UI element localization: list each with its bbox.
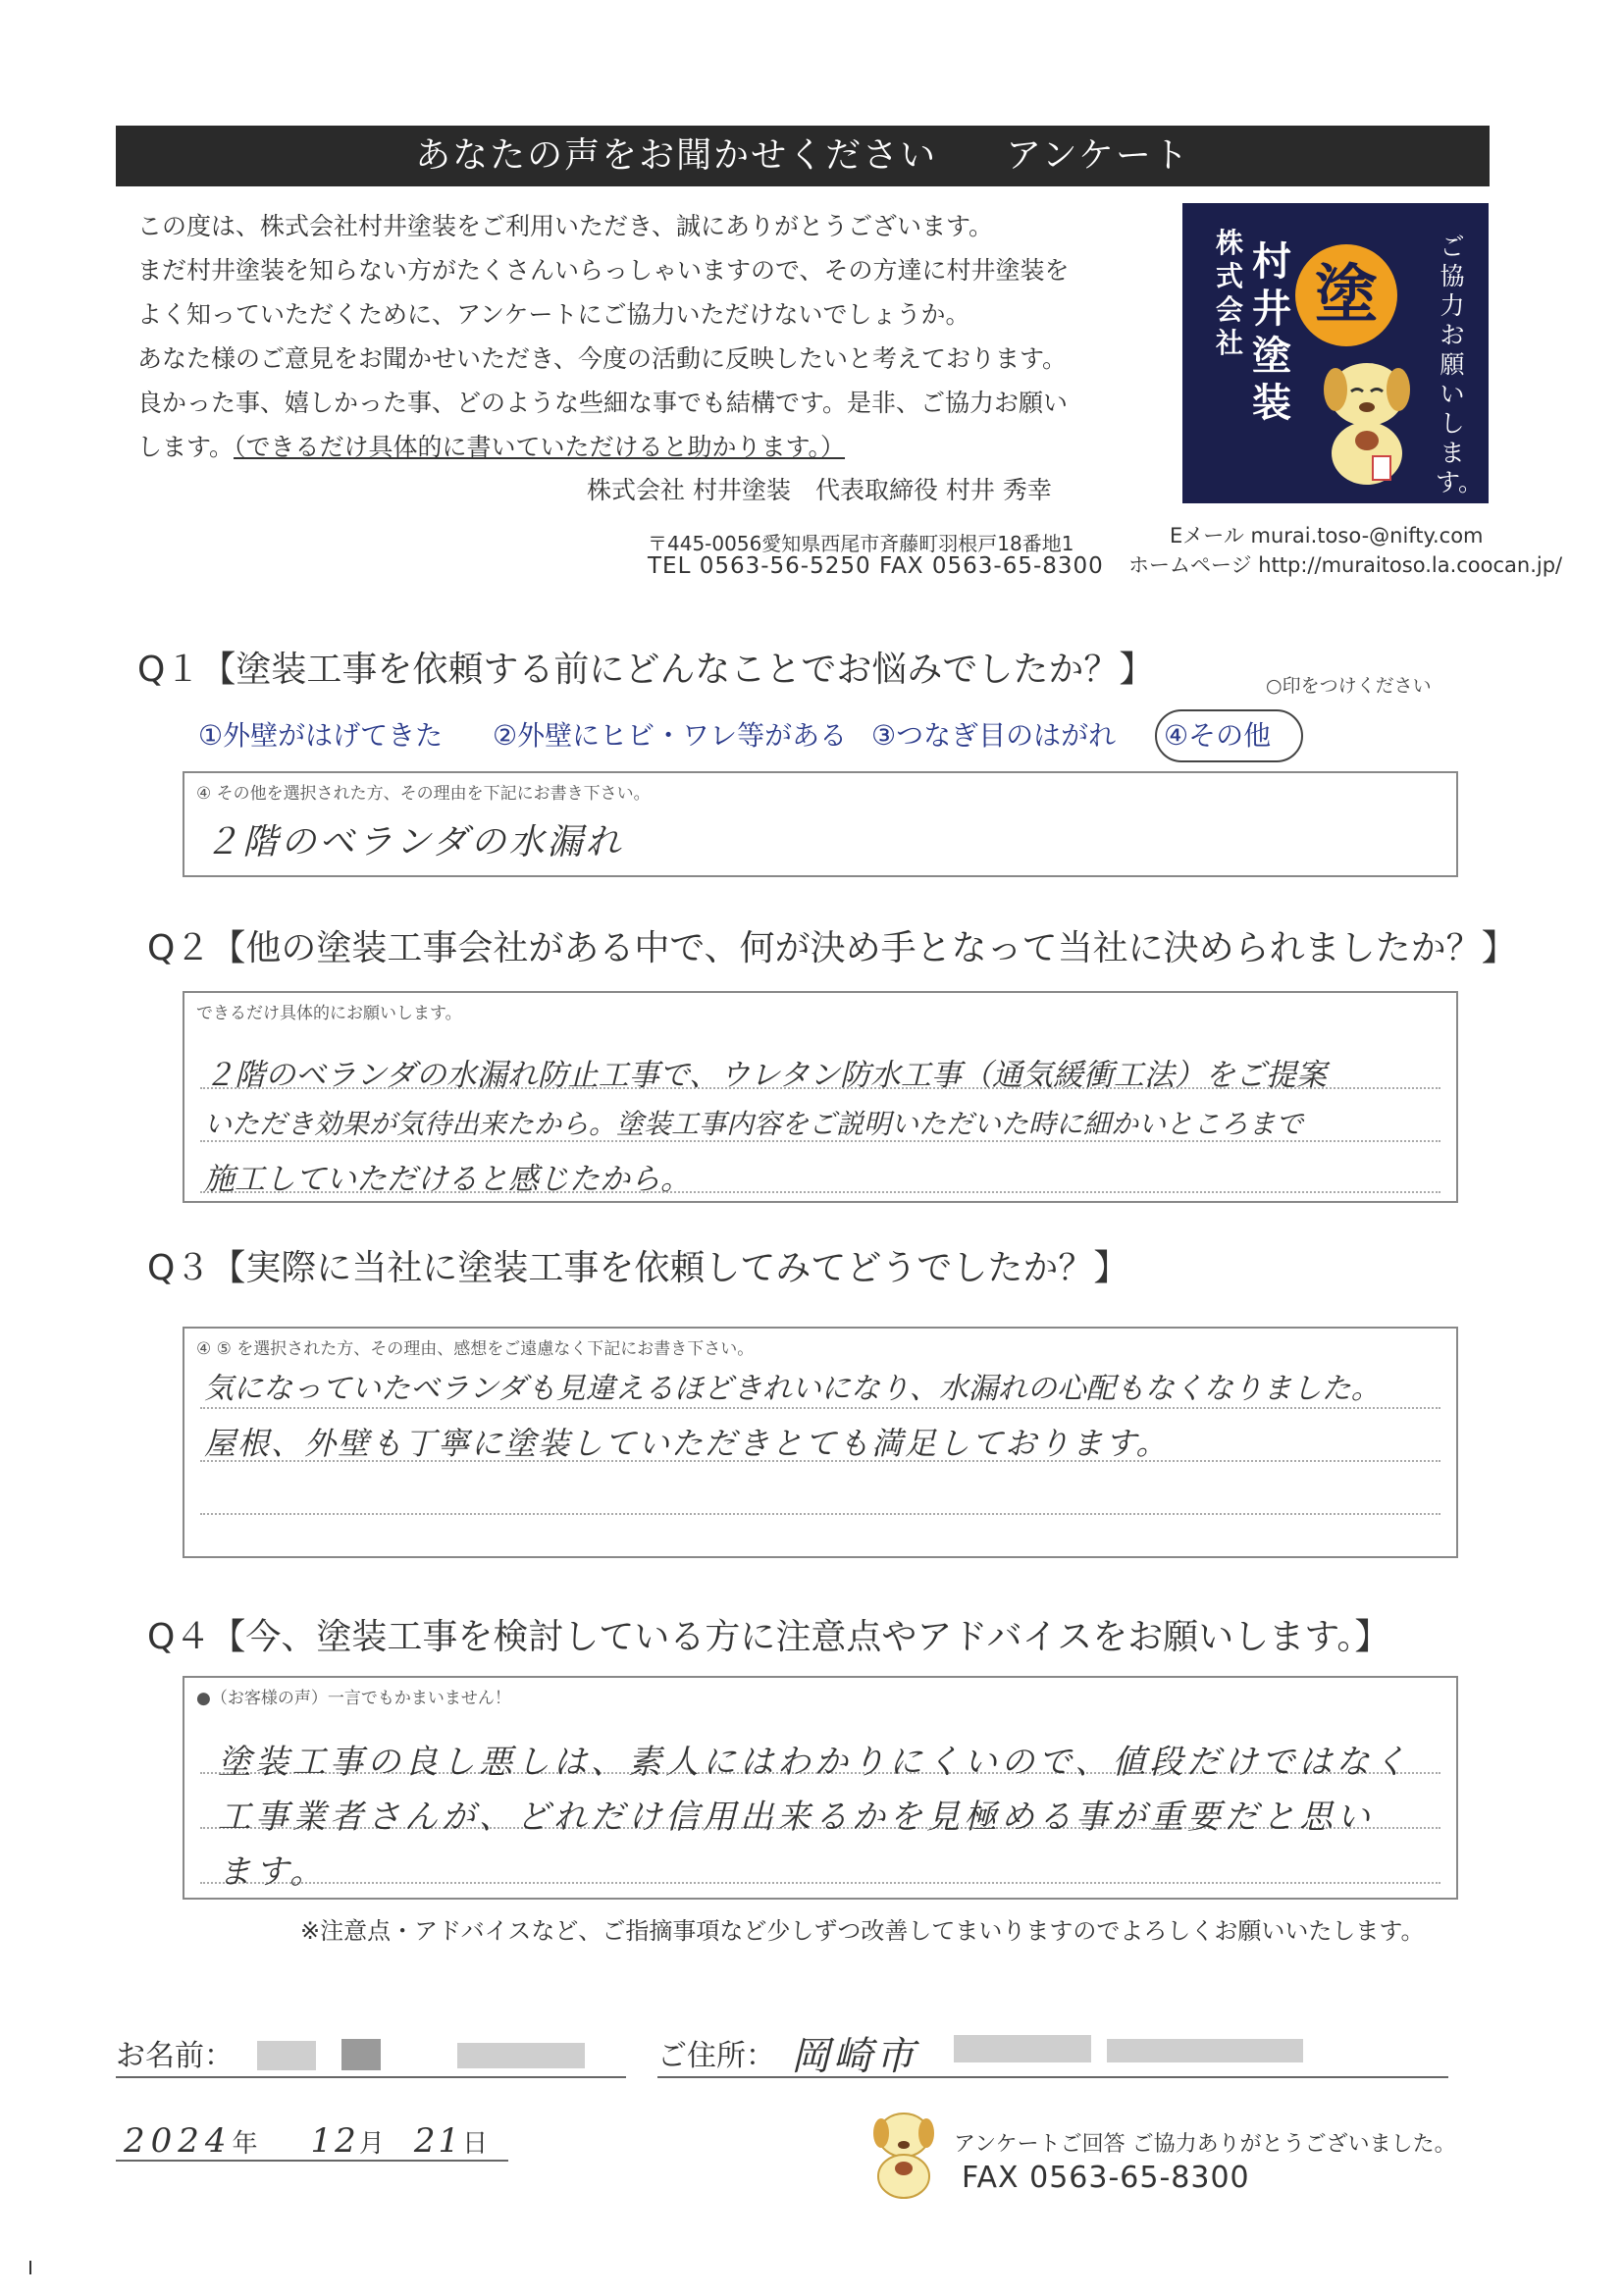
- redacted-name: [257, 2041, 316, 2070]
- q1-selected-circle: [1155, 709, 1303, 762]
- q4-answer-box: [183, 1676, 1458, 1900]
- q1-answer-box: [183, 771, 1458, 877]
- date-line: [116, 2160, 508, 2162]
- date-field: [124, 2121, 488, 2161]
- intro-line: あなた様のご意見をお聞かせいただき、今度の活動に反映したいと考えております。: [137, 344, 1068, 373]
- signature: 株式会社 村井塗装 代表取締役 村井 秀幸: [587, 476, 1052, 504]
- intro-line: します。: [137, 433, 235, 461]
- name-label: お名前：: [116, 2039, 234, 2073]
- date-day: 21: [413, 2121, 463, 2161]
- q4-answer-line: 塗装工事の良し悪しは、素人にはわかりにくいので、値段だけではなく: [218, 1743, 1411, 1782]
- q3-answer-box: [183, 1327, 1458, 1558]
- intro-line: よく知っていただくために、アンケートにご協力いただけないでしょうか。: [137, 300, 970, 329]
- q2-label: Q２【他の塗装工事会社がある中で、何が決め手となって当社に決められましたか？】: [147, 928, 1517, 968]
- intro-line-last: [137, 425, 1158, 469]
- postal-address: 〒445-0056愛知県西尾市斉藤町羽根戸18番地1: [648, 532, 1074, 555]
- date-month: 12: [310, 2121, 359, 2161]
- header-bar: [116, 126, 1490, 186]
- closing-note: ※注意点・アドバイスなど、ご指摘事項など少しずつ改善してまいりますのでよろしくお願いいたします。: [300, 1917, 1425, 1945]
- intro-line: この度は、株式会社村井塗装をご利用いただき、誠にありがとうございます。: [137, 212, 994, 240]
- address-value: 岡崎市: [791, 2034, 917, 2079]
- q1-box-caption: ④ その他を選択された方、その理由を下記にお書き下さい。: [196, 784, 651, 804]
- q4-rule: [200, 1882, 1440, 1884]
- scan-mark: [29, 2261, 31, 2274]
- q1-label: Q１【塗装工事を依頼する前にどんなことでお悩みでしたか？】: [137, 650, 1155, 690]
- q4-answer-line: 工事業者さんが、どれだけ信用出来るかを見極める事が重要だと思い: [218, 1798, 1374, 1837]
- intro-text: [137, 204, 1158, 469]
- q3-answer-line: 気になっていたベランダも見違えるほどきれいになり、水漏れの心配もなくなりました。: [204, 1372, 1381, 1406]
- contact-homepage: ホームページ http://muraitoso.la.coocan.jp/: [1128, 553, 1563, 577]
- q3-box-caption: ④ ⑤ を選択された方、その理由、感想をご遠慮なく下記にお書き下さい。: [196, 1339, 755, 1359]
- address-label: ご住所：: [657, 2039, 775, 2073]
- q1-answer: ２階のベランダの水漏れ: [204, 822, 624, 862]
- mascot-dog-icon: [1308, 350, 1426, 488]
- q1-option-4[interactable]: ④その他: [1164, 719, 1272, 752]
- q4-label: Q４【今、塗装工事を検討している方に注意点やアドバイスをお願いします。】: [147, 1617, 1390, 1657]
- intro-line: まだ村井塗装を知らない方がたくさんいらっしゃいますので、その方達に村井塗装を: [137, 256, 1070, 285]
- intro-line: 良かった事、嬉しかった事、どのような些細な事でも結構です。是非、ご協力お願い: [137, 389, 1069, 417]
- tel-fax: TEL 0563-56-5250 FAX 0563-65-8300: [648, 553, 1104, 579]
- header-survey-label: アンケート: [1006, 135, 1190, 176]
- footer-fax: FAX 0563-65-8300: [962, 2161, 1250, 2195]
- date-day-unit: 日: [462, 2129, 489, 2159]
- date-month-unit: 月: [358, 2129, 385, 2159]
- contact-email: Eメール murai.toso-@nifty.com: [1170, 524, 1484, 548]
- logo-company-name: 村井塗装: [1252, 239, 1291, 426]
- q1-option-2[interactable]: ②外壁にヒビ・ワレ等がある: [493, 719, 848, 752]
- footer-thanks: アンケートご回答 ご協力ありがとうございました。: [954, 2132, 1456, 2157]
- q3-rule: [200, 1513, 1440, 1515]
- date-year: 2024: [124, 2121, 233, 2161]
- q3-label: Q３【実際に当社に塗装工事を依頼してみてどうでしたか？】: [147, 1248, 1129, 1288]
- redacted-name: [457, 2043, 585, 2068]
- q3-answer-line: 屋根、外壁も丁寧に塗装していただきとても満足しております。: [204, 1425, 1170, 1462]
- date-year-unit: 年: [232, 2129, 258, 2159]
- header-title-text: あなたの声をお聞かせください: [415, 135, 938, 176]
- q4-answer-line: ます。: [218, 1852, 328, 1892]
- header-title: [116, 126, 1490, 186]
- redacted-name: [341, 2039, 381, 2070]
- intro-underline-note: （できるだけ具体的に書いていただけると助かります。）: [234, 433, 846, 461]
- q2-answer-box: [183, 991, 1458, 1203]
- q2-answer-line: いただき効果が気待出来たから。塗装工事内容をご説明いただいた時に細かいところまで: [204, 1108, 1304, 1140]
- redacted-address: [954, 2035, 1091, 2062]
- q2-answer-line: 施工していただけると感じたから。: [204, 1162, 691, 1197]
- q3-rule: [200, 1407, 1440, 1409]
- mascot-dog-icon: [864, 2106, 944, 2200]
- q1-option-3[interactable]: ③つなぎ目のはがれ: [871, 719, 1117, 752]
- logo-company-type: 株式会社: [1215, 227, 1243, 359]
- redacted-address: [1107, 2039, 1303, 2062]
- company-logo: [1182, 203, 1489, 503]
- q1-option-1[interactable]: ①外壁がはげてきた: [198, 719, 444, 752]
- logo-slogan: ご協力お願いします。: [1436, 233, 1484, 496]
- q2-answer-line: ２階のベランダの水漏れ防止工事で、ウレタン防水工事（通気緩衝工法）をご提案: [204, 1058, 1327, 1093]
- name-line: [116, 2076, 626, 2078]
- q4-box-caption: ●（お客様の声）一言でもかまいません！: [196, 1689, 511, 1708]
- q1-note: ○印をつけください: [1266, 675, 1432, 697]
- q2-box-caption: できるだけ具体的にお願いします。: [196, 1004, 462, 1023]
- address-line: [657, 2076, 1448, 2078]
- logo-kanji: 塗: [1315, 259, 1378, 332]
